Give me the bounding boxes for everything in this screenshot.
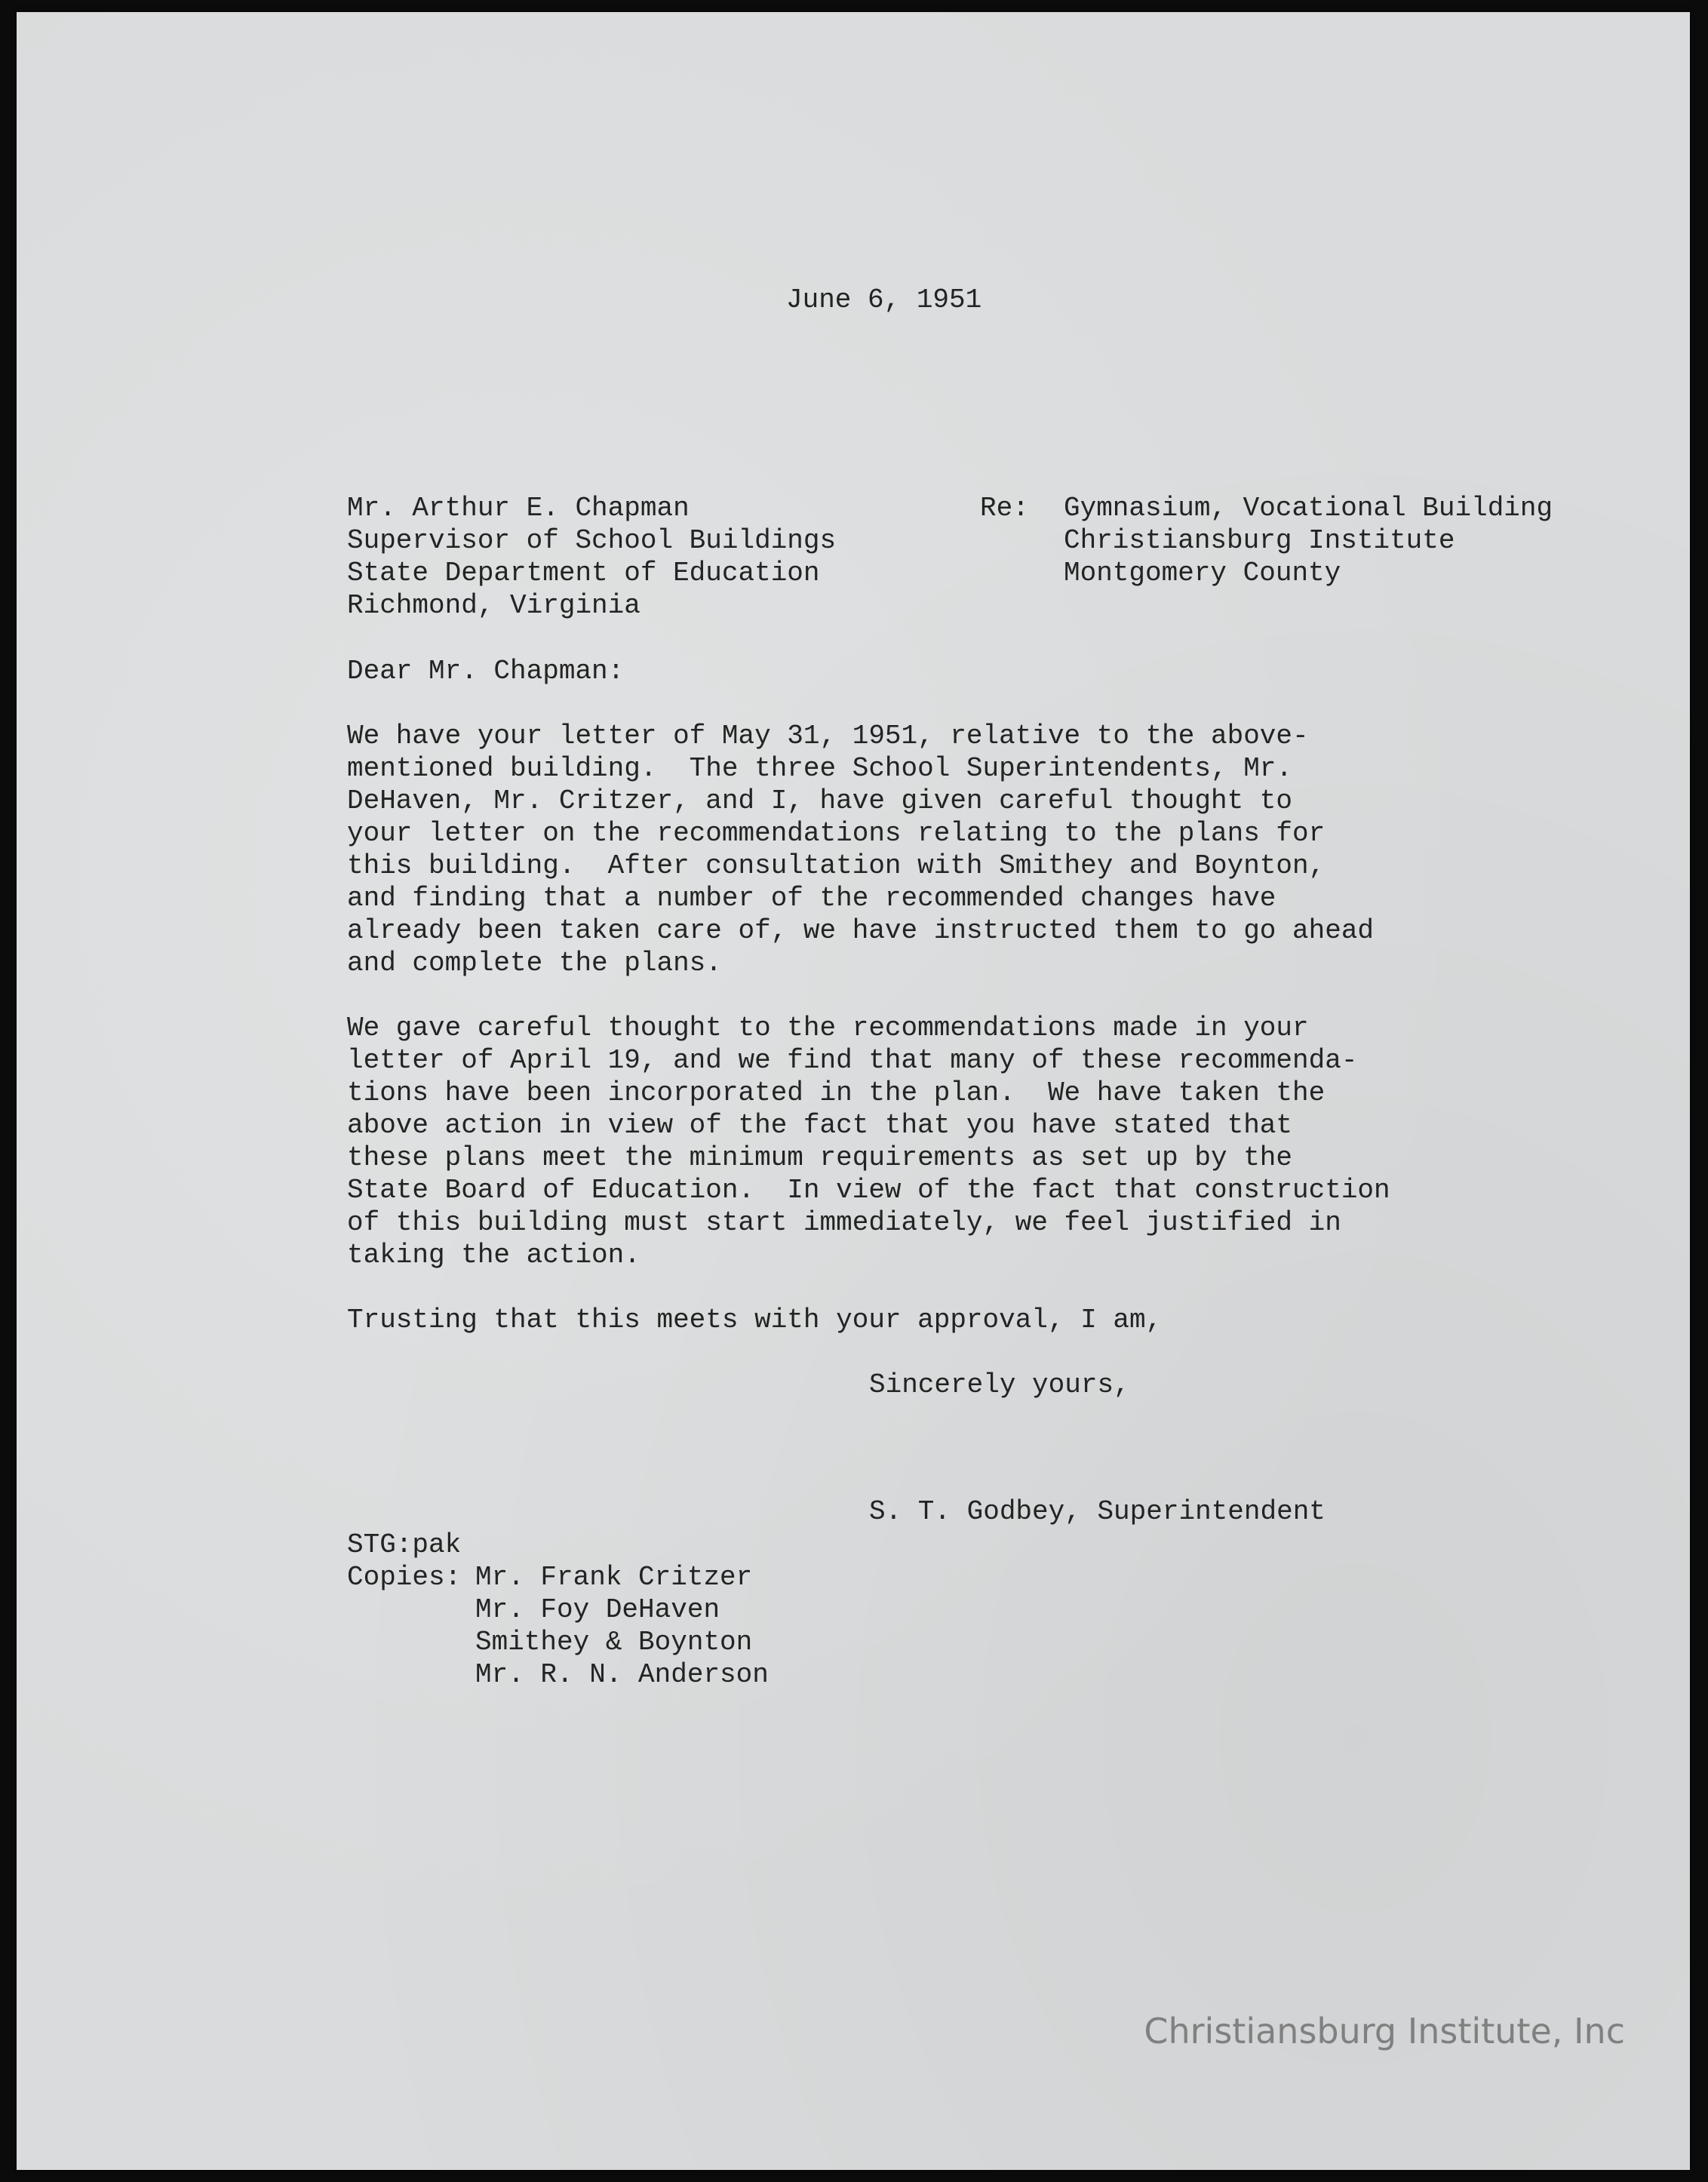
copy-recipient: Mr. Frank Critzer — [475, 1562, 753, 1593]
watermark-credit: Christiansburg Institute, Inc — [1144, 2011, 1625, 2051]
reference-initials: STG:pak — [347, 1529, 462, 1560]
signature-line: S. T. Godbey, Superintendent — [869, 1496, 1326, 1527]
paragraph-1-line: already been taken care of, we have instructed them to go ahead — [347, 915, 1375, 946]
paragraph-2-line: taking the action. — [347, 1240, 640, 1271]
copy-recipient: Smithey & Boynton — [475, 1627, 753, 1658]
re-line-3: Montgomery County — [1064, 558, 1341, 589]
paragraph-1-line: mentioned building. The three School Superintendents, Mr. — [347, 753, 1293, 784]
copies-label: Copies: — [347, 1562, 462, 1593]
paragraph-2-line: of this building must start immediately, we feel justified in — [347, 1207, 1341, 1238]
recipient-department: State Department of Education — [347, 558, 820, 589]
copy-recipient: Mr. R. N. Anderson — [475, 1659, 769, 1690]
recipient-name: Mr. Arthur E. Chapman — [347, 493, 690, 524]
salutation: Dear Mr. Chapman: — [347, 656, 625, 687]
re-line-1: Gymnasium, Vocational Building — [1064, 493, 1553, 524]
valediction: Sincerely yours, — [869, 1369, 1130, 1400]
paragraph-2-line: these plans meet the minimum requirements as set up by the — [347, 1142, 1293, 1173]
closing-line: Trusting that this meets with your approval, I am, — [347, 1305, 1163, 1335]
letter-page — [17, 12, 1690, 2170]
re-line-2: Christiansburg Institute — [1064, 525, 1455, 556]
letter-date: June 6, 1951 — [786, 284, 982, 315]
copy-recipient: Mr. Foy DeHaven — [475, 1594, 720, 1625]
paragraph-1-line: this building. After consultation with Smithey and Boynton, — [347, 850, 1326, 881]
paragraph-1-line: your letter on the recommendations relating to the plans for — [347, 818, 1326, 849]
paragraph-2-line: tions have been incorporated in the plan. We have taken the — [347, 1077, 1326, 1108]
paragraph-2-line: above action in view of the fact that you have stated that — [347, 1110, 1293, 1141]
paragraph-2-line: letter of April 19, and we find that many of these recommenda- — [347, 1045, 1358, 1076]
paragraph-1-line: We have your letter of May 31, 1951, relative to the above- — [347, 721, 1309, 751]
re-label: Re: — [980, 493, 1029, 524]
paragraph-2-line: State Board of Education. In view of the fact that construction — [347, 1175, 1390, 1206]
paragraph-1-line: DeHaven, Mr. Critzer, and I, have given careful thought to — [347, 785, 1293, 816]
recipient-title: Supervisor of School Buildings — [347, 525, 837, 556]
recipient-city: Richmond, Virginia — [347, 590, 640, 621]
paragraph-1-line: and finding that a number of the recommended changes have — [347, 883, 1276, 914]
paragraph-2-line: We gave careful thought to the recommendations made in your — [347, 1013, 1309, 1043]
paragraph-1-line: and complete the plans. — [347, 948, 722, 979]
